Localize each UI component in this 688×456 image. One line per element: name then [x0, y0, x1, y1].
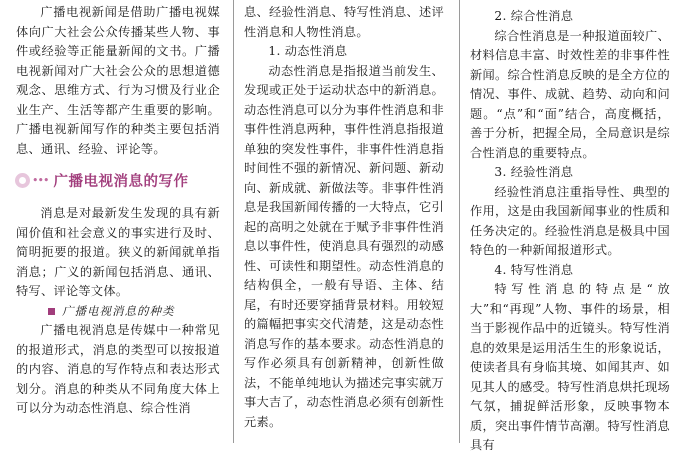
column-right: [470, 0, 670, 452]
section-paragraph-1: 消息是对最新发生发现的具有新闻价值和社会意义的事实进行及时、简明扼要的报道。狭义的新闻就单指消息；广义的新闻包括消息、通讯、特写、评论等文体。: [16, 206, 220, 298]
section-heading: [15, 170, 220, 191]
intro-paragraph: 广播电视新闻是借助广播电视媒体向广大社会公众传播某些人物、事件或经验等正能量新闻的文书。广播电视新闻对广大社会公众的思想道德观念、思维方式、行为习惯及行业企业生产、生活等都产生重要的影响。广播电视新闻写作的种类主要包括消息、通讯、经验、评论等。: [16, 5, 220, 156]
subsection-heading: [16, 302, 220, 322]
paragraph-dynamic-news: 动态性消息是指报道当前发生、发现或正处于运动状态中的新消息。动态性消息可以分为事件性消息和非事件性消息两种，事件性消息指报道单独的突发性事件，非事件性消息指时间性不强的新情况、新问题、新动向、新成就、新做法等。非事件性消息是我国新闻传播的一大特点，它引起的高明之处就在于赋予非事件性消息以事件性，使消息具有强烈的动感性、可读性和期望性。动态性消息的结构俱全，一般有导语、主体、结尾，有时还要穿插背景材料。用较短的篇幅把事实交代清楚，这是动态性消息写作的基本要求。动态性消息的写作必须具有创新精神，创新性做法，不能单纯地认为描述完事实就万事大吉了，动态性消息必须有创新性元素。: [244, 63, 444, 429]
section-paragraph-2: 广播电视消息是传媒中一种常见的报道形式，消息的类型可以按报道的内容、消息的写作特点和表达形式划分。消息的种类从不同角度大体上可以分为动态性消息、综合性消: [16, 323, 220, 415]
subheading-1: 1. 动态性消息: [268, 44, 348, 58]
section-title: 广播电视消息的写作: [53, 174, 189, 190]
subheading-4: 4. 特写性消息: [494, 262, 574, 277]
continued-paragraph: 息、经验性消息、特写性消息、述评性消息和人物性消息。: [244, 5, 444, 39]
dots-icon: •••: [32, 174, 49, 187]
paragraph-feature-news: 特写性消息的特点是“放大”和“再现”人物、事件的场景，相当于影视作品中的近镜头。特写性消息的效果是运用活生生的形象说话，使读者具有身临其境、如闻其声、如见其人的感受。特写性消息烘托现场气氛，捕捉鲜活形象，反映事物本质，突出事件情节高潮。特写性消息具有: [470, 282, 670, 452]
square-bullet-icon: [48, 308, 55, 315]
column-middle: [244, 0, 444, 443]
subsection-title: 广播电视消息的种类: [62, 304, 175, 319]
subheading-3: 3. 经验性消息: [494, 165, 574, 179]
paragraph-experience-news: 经验性消息注重指导性、典型的作用，这是由我国新闻事业的性质和任务决定的。经验性消息是极具中国特色的一种新闻报道形式。: [470, 184, 670, 257]
column-rule-right: [459, 0, 460, 443]
subheading-2: 2. 综合性消息: [494, 9, 574, 23]
circle-bullet-icon: [15, 173, 30, 188]
column-left: [16, 0, 220, 443]
paragraph-comprehensive-news: 综合性消息是一种报道面较广、材料信息丰富、时效性差的非事件性新闻。综合性消息反映的是全方位的情况、事件、成就、趋势、动向和问题。“点”和“面”结合，高度概括，善于分析，把握全局，全局意识是综合性消息的重要特点。: [470, 28, 670, 160]
column-rule-left: [233, 0, 234, 443]
